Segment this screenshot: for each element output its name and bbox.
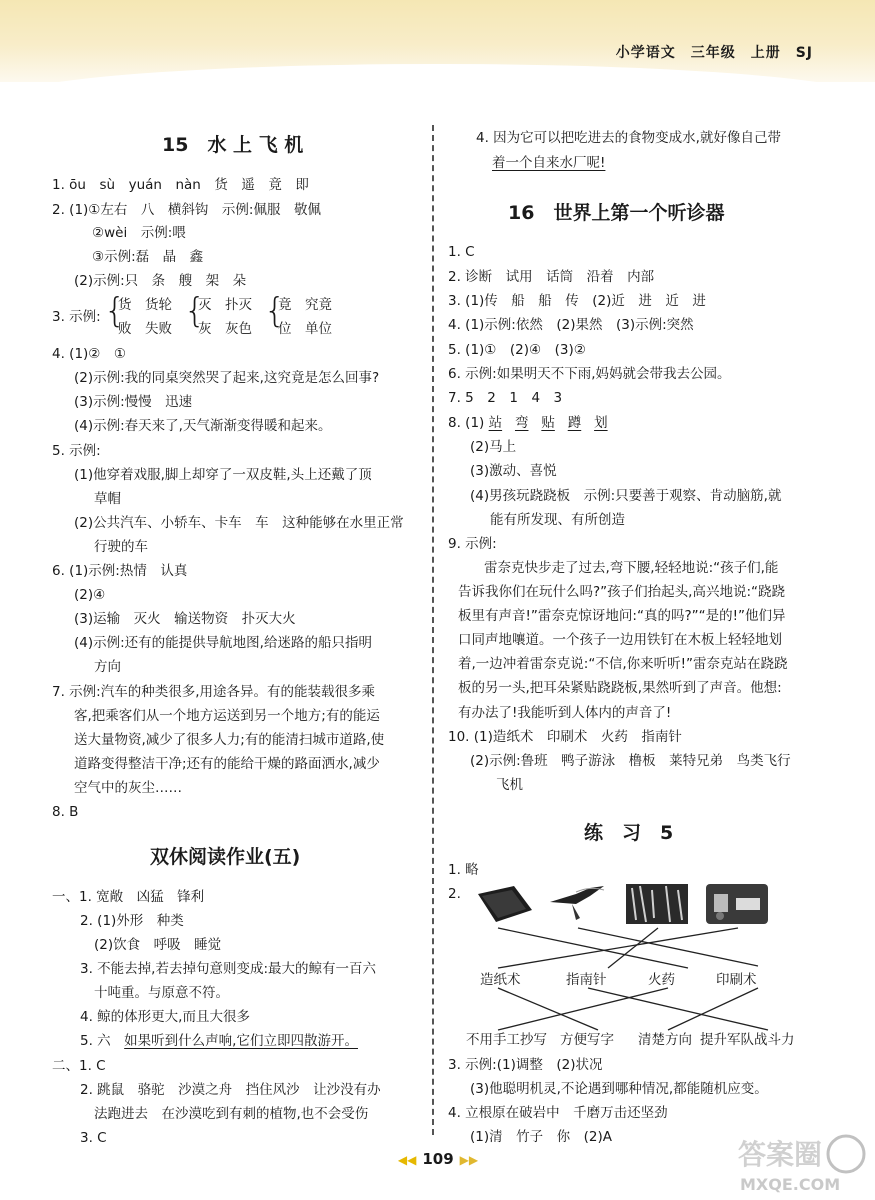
header-title: 小学语文 三年级 上册 SJ <box>615 45 813 61</box>
answer-line: (4)示例:还有的能提供导航地图,给迷路的船只指明 <box>74 635 372 651</box>
answer-line: 3. 示例: <box>52 309 101 325</box>
answer-prefix: 8. (1) <box>448 415 485 431</box>
answer-line: (2)马上 <box>470 439 517 455</box>
answer-line: 板里有声音!”雷奈克惊讶地问:“真的吗?”“是的!”他们异 <box>458 608 786 624</box>
answer-line: 3. (1)传 船 船 传 (2)近 进 近 进 <box>448 293 706 309</box>
answer-line: (1)他穿着戏服,脚上却穿了一双皮鞋,头上还戴了顶 <box>74 467 372 483</box>
answer-line: 8. B <box>52 804 79 820</box>
brace-icon: { <box>184 291 206 331</box>
answer-line: 能有所发现、有所创造 <box>490 512 625 528</box>
answer-line: 3. C <box>80 1130 107 1146</box>
answer-prefix: 5. 六 <box>80 1033 125 1049</box>
q8-word: 划 <box>594 415 608 431</box>
answer-line: 口同声地嚷道。一个孩子一边用铁钉在木板上轻轻地划 <box>458 632 782 648</box>
answer-line: 4. 因为它可以把吃进去的食物变成水,就好像自己带 <box>476 130 781 146</box>
answer-line: ③示例:磊 晶 鑫 <box>92 249 204 265</box>
answer-line: 二、1. C <box>52 1058 106 1074</box>
q3-top: 竟 究竟 <box>278 297 332 313</box>
answer-line: (4)男孩玩跷跷板 示例:只要善于观察、肯动脑筋,就 <box>470 488 782 504</box>
answer-line: 5. 示例: <box>52 443 101 459</box>
answer-line: 行驶的车 <box>94 539 148 555</box>
stamp-brand: 答案圈 <box>738 1138 823 1171</box>
compass-spoon-icon <box>546 884 608 924</box>
printing-image-icon <box>706 884 768 924</box>
answer-line: 有办法了!我能听到人体内的声音了! <box>458 705 672 721</box>
answer-line: 客,把乘客们从一个地方运送到另一个地方;有的能运 <box>74 708 380 724</box>
use-label: 提升军队战斗力 <box>700 1032 795 1048</box>
q3-bottom: 位 单位 <box>278 321 332 337</box>
answer-line: (2)示例:鲁班 鸭子游泳 橹板 莱特兄弟 鸟类飞行 <box>470 753 791 769</box>
practice-5-title: 练 习 5 <box>584 822 674 844</box>
invention-label: 火药 <box>648 972 675 988</box>
q8-word: 站 <box>488 415 503 431</box>
answer-line: 一、1. 宽敞 凶猛 锋利 <box>52 889 205 905</box>
use-label: 不用手工抄写 <box>466 1032 547 1048</box>
answer-line: 2. 诊断 试用 话筒 沿着 内部 <box>448 269 655 285</box>
fireworks-image-icon <box>626 884 688 924</box>
answer-line: 4. (1)示例:依然 (2)果然 (3)示例:突然 <box>448 317 694 333</box>
answer-line: 方向 <box>94 659 121 675</box>
answer-line: 草帽 <box>94 491 121 507</box>
brace-icon: { <box>264 291 286 331</box>
q3-bottom: 败 失败 <box>118 321 172 337</box>
answer-line: (2)示例:我的同桌突然哭了起来,这究竟是怎么回事? <box>74 370 380 386</box>
answer-line: 法跑进去 在沙漠吃到有刺的植物,也不会受伤 <box>94 1106 369 1122</box>
answer-line: 4. 立根原在破岩中 千磨万击还坚劲 <box>448 1105 668 1121</box>
answer-line: 道路变得整洁干净;还有的能给干燥的路面洒水,减少 <box>74 756 380 772</box>
answer-line: 2. <box>448 886 461 902</box>
answer-line: 1. ōu sù yuán nàn 货 遥 竟 即 <box>52 177 309 193</box>
q3-top: 货 货轮 <box>118 297 172 313</box>
paper-image-icon <box>474 884 536 924</box>
section-15-title: 15 水 上 飞 机 <box>162 134 304 156</box>
answer-line: (3)他聪明机灵,不论遇到哪种情况,都能随机应变。 <box>470 1081 768 1097</box>
page-footer <box>368 1150 508 1176</box>
answer-line: (1)清 竹子 你 (2)A <box>470 1129 612 1145</box>
underlined-answer: 如果听到什么声响,它们立即四散游开。 <box>124 1033 358 1049</box>
q3-top: 灭 扑灭 <box>198 297 252 313</box>
invention-label: 指南针 <box>566 972 607 988</box>
answer-line: 1. 略 <box>448 862 479 878</box>
answer-line: 9. 示例: <box>448 536 497 552</box>
page-number: 109 <box>422 1150 454 1168</box>
answer-line: 7. 示例:汽车的种类很多,用途各异。有的能装载很多乘 <box>52 684 376 700</box>
q8-word: 贴 <box>541 415 555 431</box>
answer-line: 板的另一头,把耳朵紧贴跷跷板,果然听到了声音。他想: <box>458 680 782 696</box>
answer-line: (2)饮食 呼吸 睡觉 <box>94 937 222 953</box>
answer-line: 送大量物资,减少了很多人力;有的能清扫城市道路,使 <box>74 732 385 748</box>
weekend-title: 双休阅读作业(五) <box>150 846 301 868</box>
prev-arrows-icon: ◀◀ <box>397 1153 417 1167</box>
answer-line: (3)示例:慢慢 迅速 <box>74 394 193 410</box>
watermark-stamp <box>730 1130 870 1196</box>
underlined-answer: 着一个自来水厂呢! <box>492 155 606 171</box>
use-label: 清楚方向 <box>638 1032 692 1048</box>
answer-line: 2. (1)外形 种类 <box>80 913 184 929</box>
next-arrows-icon: ▶▶ <box>459 1153 479 1167</box>
answer-line: (3)激动、喜悦 <box>470 463 557 479</box>
header-band <box>0 0 875 82</box>
brace-icon: { <box>104 291 126 331</box>
answer-line: 1. C <box>448 244 475 260</box>
answer-line: 5. (1)① (2)④ (3)② <box>448 342 586 358</box>
invention-label: 印刷术 <box>716 972 757 988</box>
answer-line: (3)运输 灭火 输送物资 扑灭大火 <box>74 611 296 627</box>
answer-line: 十吨重。与原意不符。 <box>94 985 229 1001</box>
answer-line: 4. 鲸的体形更大,而且大很多 <box>80 1009 250 1025</box>
answer-line: (2)④ <box>74 587 106 603</box>
answer-line: 6. 示例:如果明天不下雨,妈妈就会带我去公园。 <box>448 366 731 382</box>
answer-line: 3. 示例:(1)调整 (2)状况 <box>448 1057 603 1073</box>
answer-line: (2)公共汽车、小轿车、卡车 车 这种能够在水里正常 <box>74 515 404 531</box>
invention-label: 造纸术 <box>480 972 521 988</box>
stamp-url: MXQE.COM <box>740 1175 841 1194</box>
answer-line: 3. 不能去掉,若去掉句意则变成:最大的鲸有一百六 <box>80 961 377 977</box>
answer-line: 4. (1)② ① <box>52 346 126 362</box>
answer-line: 7. 5 2 1 4 3 <box>448 390 563 406</box>
answer-line: 6. (1)示例:热情 认真 <box>52 563 188 579</box>
answer-line: 雷奈克快步走了过去,弯下腰,轻轻地说:“孩子们,能 <box>484 560 779 576</box>
answer-line: 10. (1)造纸术 印刷术 火药 指南针 <box>448 729 682 745</box>
answer-line: 2. 跳鼠 骆驼 沙漠之舟 挡住风沙 让沙没有办 <box>80 1082 381 1098</box>
column-divider <box>432 125 434 1135</box>
answer-line <box>80 1031 358 1051</box>
answer-line: ②wèi 示例:喂 <box>92 225 186 241</box>
answer-line: (2)示例:只 条 艘 架 朵 <box>74 273 247 289</box>
answer-line: 空气中的灰尘…… <box>74 780 182 796</box>
q8-word: 弯 <box>514 415 529 431</box>
answer-line <box>492 153 605 173</box>
use-label: 方便写字 <box>560 1032 614 1048</box>
answer-line: 告诉我你们在玩什么吗?”孩子们抬起头,高兴地说:“跷跷 <box>458 584 785 600</box>
answer-line: 飞机 <box>496 777 523 793</box>
section-16-title: 16 世界上第一个听诊器 <box>508 202 725 224</box>
q8-word: 蹲 <box>567 415 582 431</box>
answer-line: 着,一边冲着雷奈克说:“不信,你来听听!”雷奈克站在跷跷 <box>458 656 788 672</box>
answer-line: 2. (1)①左右 八 横斜钩 示例:佩服 敬佩 <box>52 202 321 218</box>
q3-bottom: 灰 灰色 <box>198 321 252 337</box>
answer-line <box>448 413 608 433</box>
answer-line: (4)示例:春天来了,天气渐渐变得暖和起来。 <box>74 418 332 434</box>
